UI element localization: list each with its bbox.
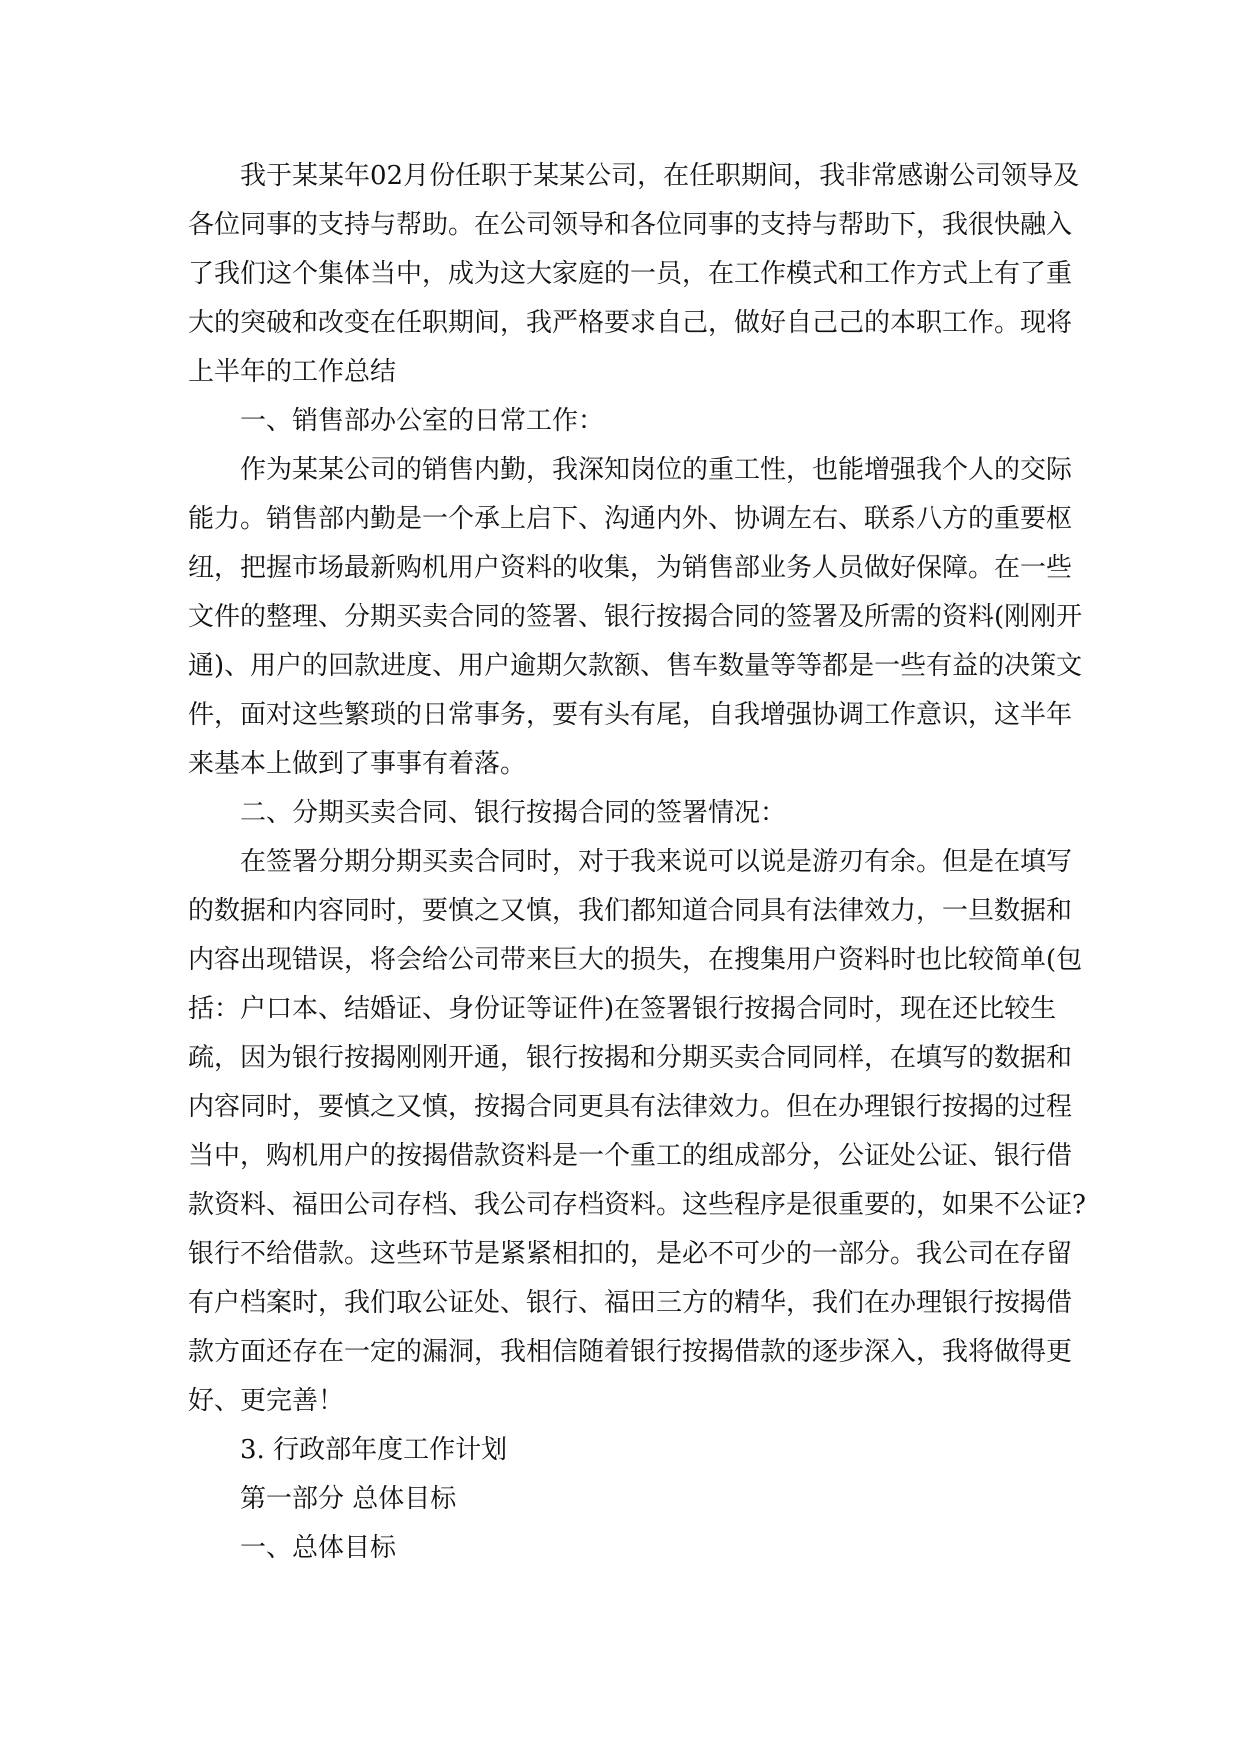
paragraph-line: 疏，因为银行按揭刚刚开通，银行按揭和分期买卖合同同样，在填写的数据和: [188, 1043, 1073, 1073]
section-heading: 第一部分 总体目标: [240, 1484, 457, 1514]
paragraph-line: 内容同时，要慎之又慎，按揭合同更具有法律效力。但在办理银行按揭的过程: [188, 1092, 1073, 1122]
paragraph-line: 上半年的工作总结: [188, 357, 397, 387]
section-heading: 一、销售部办公室的日常工作：: [240, 406, 605, 436]
paragraph-line: 款资料、福田公司存档、我公司存档资料。这些程序是很重要的，如果不公证?: [188, 1190, 1086, 1220]
paragraph-line: 有户档案时，我们取公证处、银行、福田三方的精华，我们在办理银行按揭借: [188, 1288, 1073, 1318]
section-heading: 一、总体目标: [240, 1533, 397, 1563]
paragraph-line: 括：户口本、结婚证、身份证等证件)在签署银行按揭合同时，现在还比较生: [188, 994, 1057, 1024]
paragraph-line: 各位同事的支持与帮助。在公司领导和各位同事的支持与帮助下，我很快融入: [188, 210, 1073, 240]
paragraph-line: 好、更完善！: [188, 1386, 345, 1416]
paragraph-line: 款方面还存在一定的漏洞，我相信随着银行按揭借款的逐步深入，我将做得更: [188, 1337, 1073, 1367]
paragraph-line: 能力。销售部内勤是一个承上启下、沟通内外、协调左右、联系八方的重要枢: [188, 504, 1073, 534]
section-heading: 3. 行政部年度工作计划: [240, 1435, 508, 1465]
paragraph-line: 纽，把握市场最新购机用户资料的收集，为销售部业务人员做好保障。在一些: [188, 553, 1073, 583]
paragraph-line: 我于某某年02月份任职于某某公司，在任职期间，我非常感谢公司领导及: [240, 161, 1080, 191]
section-heading: 二、分期买卖合同、银行按揭合同的签署情况：: [240, 798, 787, 828]
paragraph-line: 件，面对这些繁琐的日常事务，要有头有尾，自我增强协调工作意识，这半年: [188, 700, 1073, 730]
paragraph-line: 了我们这个集体当中，成为这大家庭的一员，在工作模式和工作方式上有了重: [188, 259, 1073, 289]
paragraph-line: 的数据和内容同时，要慎之又慎，我们都知道合同具有法律效力，一旦数据和: [188, 896, 1073, 926]
paragraph-line: 来基本上做到了事事有着落。: [188, 749, 527, 779]
paragraph-line: 内容出现错误，将会给公司带来巨大的损失，在搜集用户资料时也比较简单(包: [188, 945, 1083, 975]
paragraph-line: 作为某某公司的销售内勤，我深知岗位的重工性，也能增强我个人的交际: [240, 455, 1073, 485]
paragraph-line: 通)、用户的回款进度、用户逾期欠款额、售车数量等等都是一些有益的决策文: [188, 651, 1083, 681]
document-body: [188, 152, 1086, 1573]
paragraph-line: 在签署分期分期买卖合同时，对于我来说可以说是游刃有余。但是在填写: [240, 847, 1073, 877]
paragraph-line: 文件的整理、分期买卖合同的签署、银行按揭合同的签署及所需的资料(刚刚开: [188, 602, 1083, 632]
paragraph-line: 当中，购机用户的按揭借款资料是一个重工的组成部分，公证处公证、银行借: [188, 1141, 1073, 1171]
paragraph-line: 银行不给借款。这些环节是紧紧相扣的，是必不可少的一部分。我公司在存留: [188, 1239, 1073, 1269]
paragraph-line: 大的突破和改变在任职期间，我严格要求自己，做好自己己的本职工作。现将: [188, 308, 1073, 338]
